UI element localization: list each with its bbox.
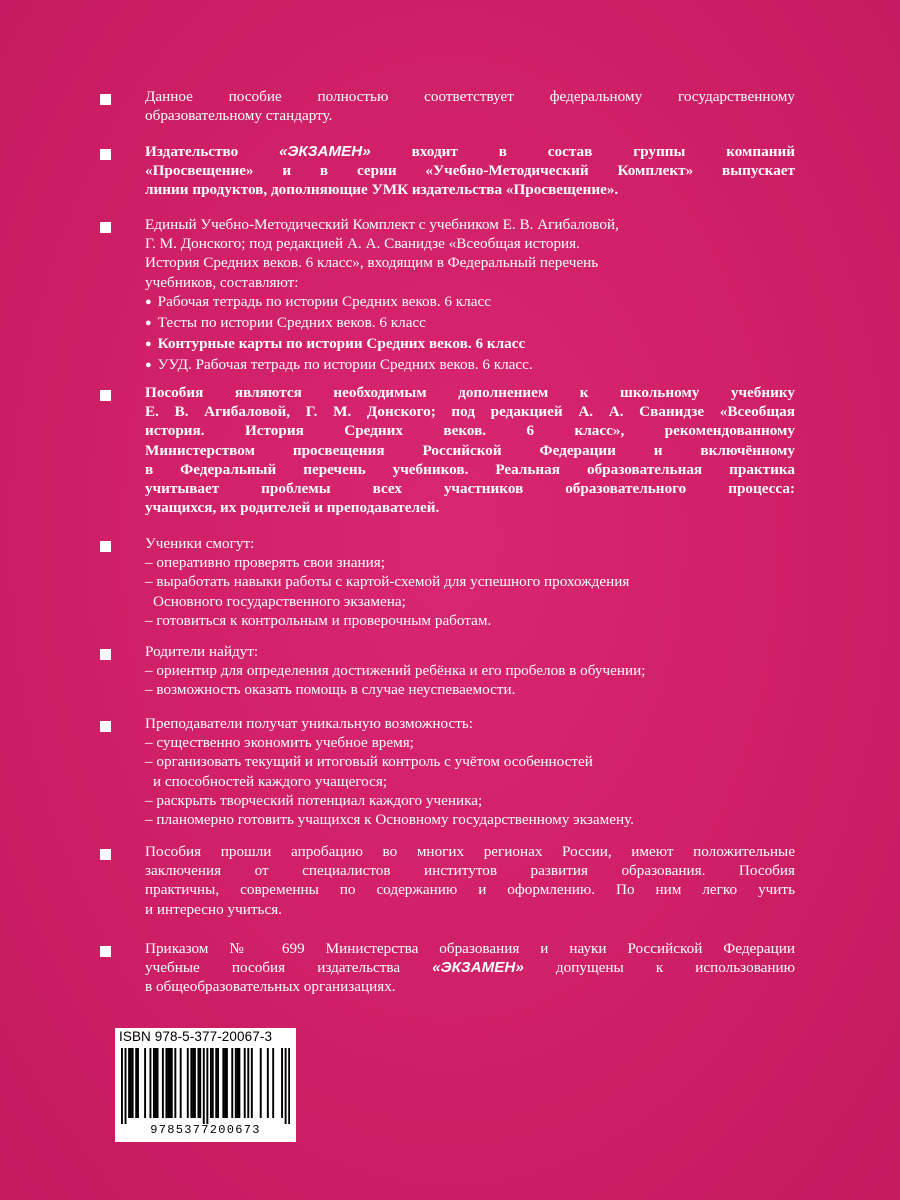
publisher-brand: «ЭКЗАМЕН»: [432, 959, 524, 977]
square-bullet-icon: [100, 649, 111, 660]
text-line: – возможность оказать помощь в случае неуспеваемости.: [145, 681, 516, 699]
text-fragment: входит в состав группы компаний: [370, 143, 795, 160]
square-bullet-icon: [100, 149, 111, 160]
barcode-bar: [288, 1048, 290, 1124]
approbation-paragraph: [100, 842, 795, 919]
barcode-bar: [285, 1048, 287, 1124]
barcode-bar: [165, 1048, 167, 1118]
text-fragment: допущены к использованию: [523, 959, 796, 977]
barcode-bar: [212, 1048, 214, 1118]
barcode-bar: [121, 1048, 123, 1124]
barcode-bar: [155, 1048, 157, 1118]
text-fragment: Издательство: [145, 143, 280, 160]
parents-paragraph: [100, 642, 795, 700]
publisher-brand: «ЭКЗАМЕН»: [279, 143, 371, 160]
text-line: Ученики смогут:: [145, 535, 255, 552]
barcode-bar: [251, 1048, 253, 1118]
text-fragment: учебные пособия издательства: [145, 959, 433, 977]
barcode-bar: [130, 1048, 132, 1118]
barcode-bar: [194, 1048, 196, 1118]
text-line: История Средних веков. 6 класс», входящим в Федеральный перечень: [145, 254, 599, 272]
barcode-bar: [128, 1048, 130, 1118]
square-bullet-icon: [100, 222, 111, 233]
text-line: в общеобразовательных организациях.: [145, 978, 396, 996]
text-line: Преподаватели получат уникальную возможность:: [145, 715, 473, 732]
text-line: – организовать текущий и итоговый контроль с учётом особенностей: [145, 753, 593, 771]
barcode-bar: [231, 1048, 233, 1118]
barcode-bar: [197, 1048, 199, 1118]
text-line: практичны, современны по содержанию и оформлению. По ним легко учить: [145, 881, 795, 899]
text-line: образовательному стандарту.: [145, 107, 333, 125]
text-line: учащихся, их родителей и преподавателей.: [145, 499, 440, 517]
text-line: Г. М. Донского; под редакцией А. А. Сванидзе «Всеобщая история.: [145, 235, 580, 253]
ministry-order-paragraph: [100, 939, 795, 997]
barcode-bar: [171, 1048, 173, 1118]
text-line: учитывает проблемы всех участников образовательного процесса:: [145, 480, 795, 498]
ean-digits: 9785377200673: [150, 1123, 261, 1137]
text-line: Министерством просвещения Российской Федерации и включённому: [145, 441, 795, 459]
text-line: Единый Учебно-Методический Комплект с учебником Е. В. Агибаловой,: [145, 216, 619, 233]
text-line: и способностей каждого учащегося;: [153, 772, 388, 790]
barcode-bar: [226, 1048, 228, 1118]
barcode-bar: [169, 1048, 171, 1118]
text-line: – готовиться к контрольным и проверочным работам.: [145, 611, 492, 629]
barcode-bar: [260, 1048, 262, 1118]
text-line: Е. В. Агибаловой, Г. М. Донского; под редакцией А. А. Сванидзе «Всеобщая: [145, 403, 795, 421]
barcode-bar: [149, 1048, 151, 1118]
barcode-bar: [199, 1048, 201, 1118]
text-line: Родители найдут:: [145, 643, 259, 660]
teachers-paragraph: [100, 714, 795, 829]
barcode-bar: [237, 1048, 239, 1118]
square-bullet-icon: [100, 541, 111, 552]
text-line: Пособия являются необходимым дополнением к школьному учебнику: [145, 384, 795, 401]
text-line: и интересно учиться.: [145, 900, 282, 918]
barcode-bar: [281, 1048, 283, 1118]
barcode-bar: [217, 1048, 219, 1118]
barcode-bar: [272, 1048, 274, 1118]
text-line: Приказом № 699 Министерства образования и науки Российской Федерации: [145, 940, 795, 957]
barcode-bar: [224, 1048, 226, 1118]
barcode-bar: [180, 1048, 182, 1118]
barcode-bar: [222, 1048, 224, 1118]
umk-list-item: ● Контурные карты по истории Средних веков. 6 класс: [145, 334, 795, 355]
text-line: – оперативно проверять свои знания;: [145, 554, 385, 572]
text-line: история. История Средних веков. 6 класс», рекомендованному: [145, 422, 795, 440]
barcode-bar: [153, 1048, 155, 1118]
text-line: линии продуктов, дополняющие УМК издательства «Просвещение».: [145, 181, 619, 199]
text-line: заключения от специалистов институтов развития образования. Пособия: [145, 862, 795, 880]
barcode-bar: [190, 1048, 192, 1118]
text-line: – выработать навыки работы с картой-схемой для успешного прохождения: [145, 573, 630, 591]
square-bullet-icon: [100, 390, 111, 401]
text-line: – планомерно готовить учащихся к Основному государственному экзамену.: [145, 811, 634, 829]
barcode-bar: [215, 1048, 217, 1118]
barcode-bar: [238, 1048, 240, 1118]
square-bullet-icon: [100, 946, 111, 957]
barcode-bar: [132, 1048, 134, 1118]
barcode-bar: [157, 1048, 159, 1118]
text-line: Пособия прошли апробацию во многих регионах России, имеют положительные: [145, 843, 795, 860]
barcode-bar: [144, 1048, 146, 1118]
isbn-label: ISBN 978-5-377-20067-3: [119, 1029, 273, 1044]
barcode-bar: [187, 1048, 189, 1118]
barcode-bar: [203, 1048, 205, 1124]
text-line: в Федеральный перечень учебников. Реальная образовательная практика: [145, 460, 795, 478]
umk-list-item: ● УУД. Рабочая тетрадь по истории Средних веков. 6 класс.: [145, 355, 795, 376]
barcode-bar: [162, 1048, 164, 1118]
textbook-supplement-paragraph: [100, 383, 795, 517]
barcode-bar: [235, 1048, 237, 1118]
text-line: Данное пособие полностью соответствует федеральному государственному: [145, 88, 795, 105]
square-bullet-icon: [100, 94, 111, 105]
barcode-bar: [210, 1048, 212, 1118]
isbn-barcode: [115, 1028, 296, 1142]
students-paragraph: [100, 534, 795, 630]
text-line: Основного государственного экзамена;: [153, 592, 406, 610]
square-bullet-icon: [100, 721, 111, 732]
barcode-bar: [192, 1048, 194, 1118]
standard-compliance-paragraph: [100, 87, 795, 125]
text-line: «Просвещение» и в серии «Учебно-Методический Комплект» выпускает: [145, 162, 795, 180]
square-bullet-icon: [100, 849, 111, 860]
barcode-bar: [167, 1048, 169, 1118]
barcode-bar: [125, 1048, 127, 1124]
barcode-bar: [174, 1048, 176, 1118]
umk-list-item: ● Рабочая тетрадь по истории Средних веков. 6 класс: [145, 292, 795, 313]
text-line: – ориентир для определения достижений ребёнка и его пробелов в обучении;: [145, 662, 646, 680]
text-line: – существенно экономить учебное время;: [145, 734, 414, 752]
barcode-bar: [135, 1048, 137, 1118]
barcode-bar: [206, 1048, 208, 1124]
umk-paragraph: [100, 215, 795, 377]
barcode-bar: [247, 1048, 249, 1118]
text-line: учебников, составляют:: [145, 273, 299, 291]
umk-list-item: ● Тесты по истории Средних веков. 6 класс: [145, 313, 795, 334]
barcode-bar: [137, 1048, 139, 1118]
barcode-bar: [244, 1048, 246, 1118]
barcode-bar: [267, 1048, 269, 1118]
barcode-bars: [121, 1048, 290, 1124]
text-line: – раскрыть творческий потенциал каждого ученика;: [145, 791, 483, 809]
publisher-paragraph: [100, 142, 795, 200]
